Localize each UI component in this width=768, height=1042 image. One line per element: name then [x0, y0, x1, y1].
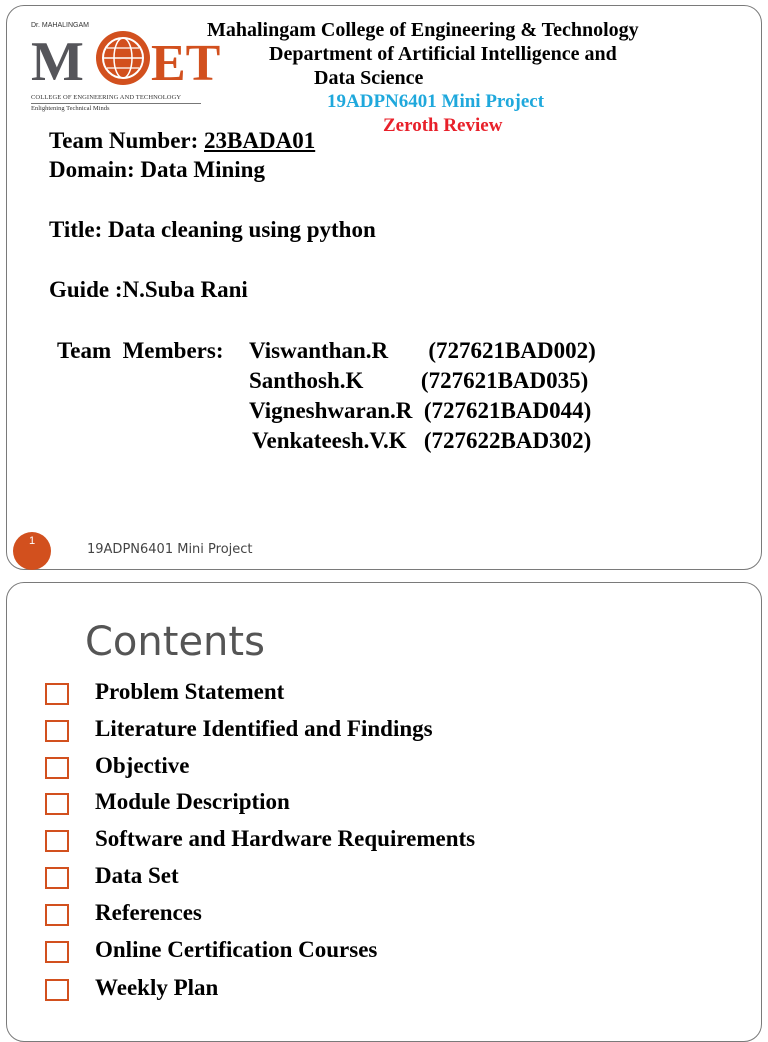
logo-letters-et: ET — [151, 35, 221, 92]
project-title: Title: Data cleaning using python — [49, 217, 376, 242]
checkbox-bullet-icon — [45, 867, 69, 889]
team-member: Viswanthan.R (727621BAD002) — [249, 338, 596, 363]
contents-item — [45, 789, 645, 817]
contents-item — [45, 753, 645, 781]
contents-item — [45, 863, 645, 891]
checkbox-bullet-icon — [45, 904, 69, 926]
contents-item-label: Weekly Plan — [95, 975, 219, 1000]
team-number — [49, 128, 315, 154]
logo-rule — [31, 103, 201, 104]
review-label: Zeroth Review — [383, 115, 503, 136]
team-member: Santhosh.K (727621BAD035) — [249, 368, 589, 393]
contents-item — [45, 826, 645, 854]
logo-tagline: COLLEGE OF ENGINEERING AND TECHNOLOGY — [31, 94, 182, 101]
contents-slide — [6, 582, 762, 1042]
logo-motto: Enlightening Technical Minds — [31, 105, 110, 112]
checkbox-bullet-icon — [45, 830, 69, 852]
course-title: 19ADPN6401 Mini Project — [327, 91, 545, 112]
checkbox-bullet-icon — [45, 793, 69, 815]
team-number-label: Team Number: — [49, 128, 205, 153]
department-line2: Data Science — [314, 67, 424, 89]
contents-item — [45, 937, 645, 965]
department-line1: Department of Artificial Intelligence and — [269, 43, 617, 65]
checkbox-bullet-icon — [45, 757, 69, 779]
college-logo — [29, 20, 221, 120]
checkbox-bullet-icon — [45, 720, 69, 742]
college-header — [207, 18, 727, 90]
checkbox-bullet-icon — [45, 683, 69, 705]
mcet-logo-mark — [29, 26, 221, 93]
contents-item-label: Literature Identified and Findings — [95, 716, 433, 741]
logo-letter-m: M — [31, 31, 84, 93]
team-members-label: Team Members: — [57, 338, 224, 363]
checkbox-bullet-icon — [45, 979, 69, 1001]
contents-heading: Contents — [85, 619, 265, 665]
contents-item-label: Module Description — [95, 789, 290, 814]
contents-item-label: Objective — [95, 753, 190, 778]
contents-item-label: References — [95, 900, 202, 925]
slide-number-badge: 1 — [13, 532, 51, 570]
team-member: Vigneshwaran.R (727621BAD044) — [249, 398, 592, 423]
contents-item — [45, 900, 645, 928]
contents-item — [45, 716, 645, 744]
contents-item-label: Data Set — [95, 863, 179, 888]
title-slide — [6, 5, 762, 570]
slide-footer: 19ADPN6401 Mini Project — [87, 542, 253, 557]
team-member: Venkateesh.V.K (727622BAD302) — [252, 428, 592, 453]
guide-line: Guide :N.Suba Rani — [49, 277, 248, 302]
contents-item-label: Problem Statement — [95, 679, 285, 704]
contents-item-label: Software and Hardware Requirements — [95, 826, 476, 851]
team-number-value: 23BADA01 — [204, 128, 316, 153]
contents-item — [45, 975, 645, 1003]
domain-line: Domain: Data Mining — [49, 157, 265, 182]
college-name: Mahalingam College of Engineering & Technology — [207, 19, 639, 41]
contents-item — [45, 679, 645, 707]
logo-small-text: Dr. MAHALINGAM — [31, 22, 89, 29]
checkbox-bullet-icon — [45, 941, 69, 963]
contents-item-label: Online Certification Courses — [95, 937, 378, 962]
